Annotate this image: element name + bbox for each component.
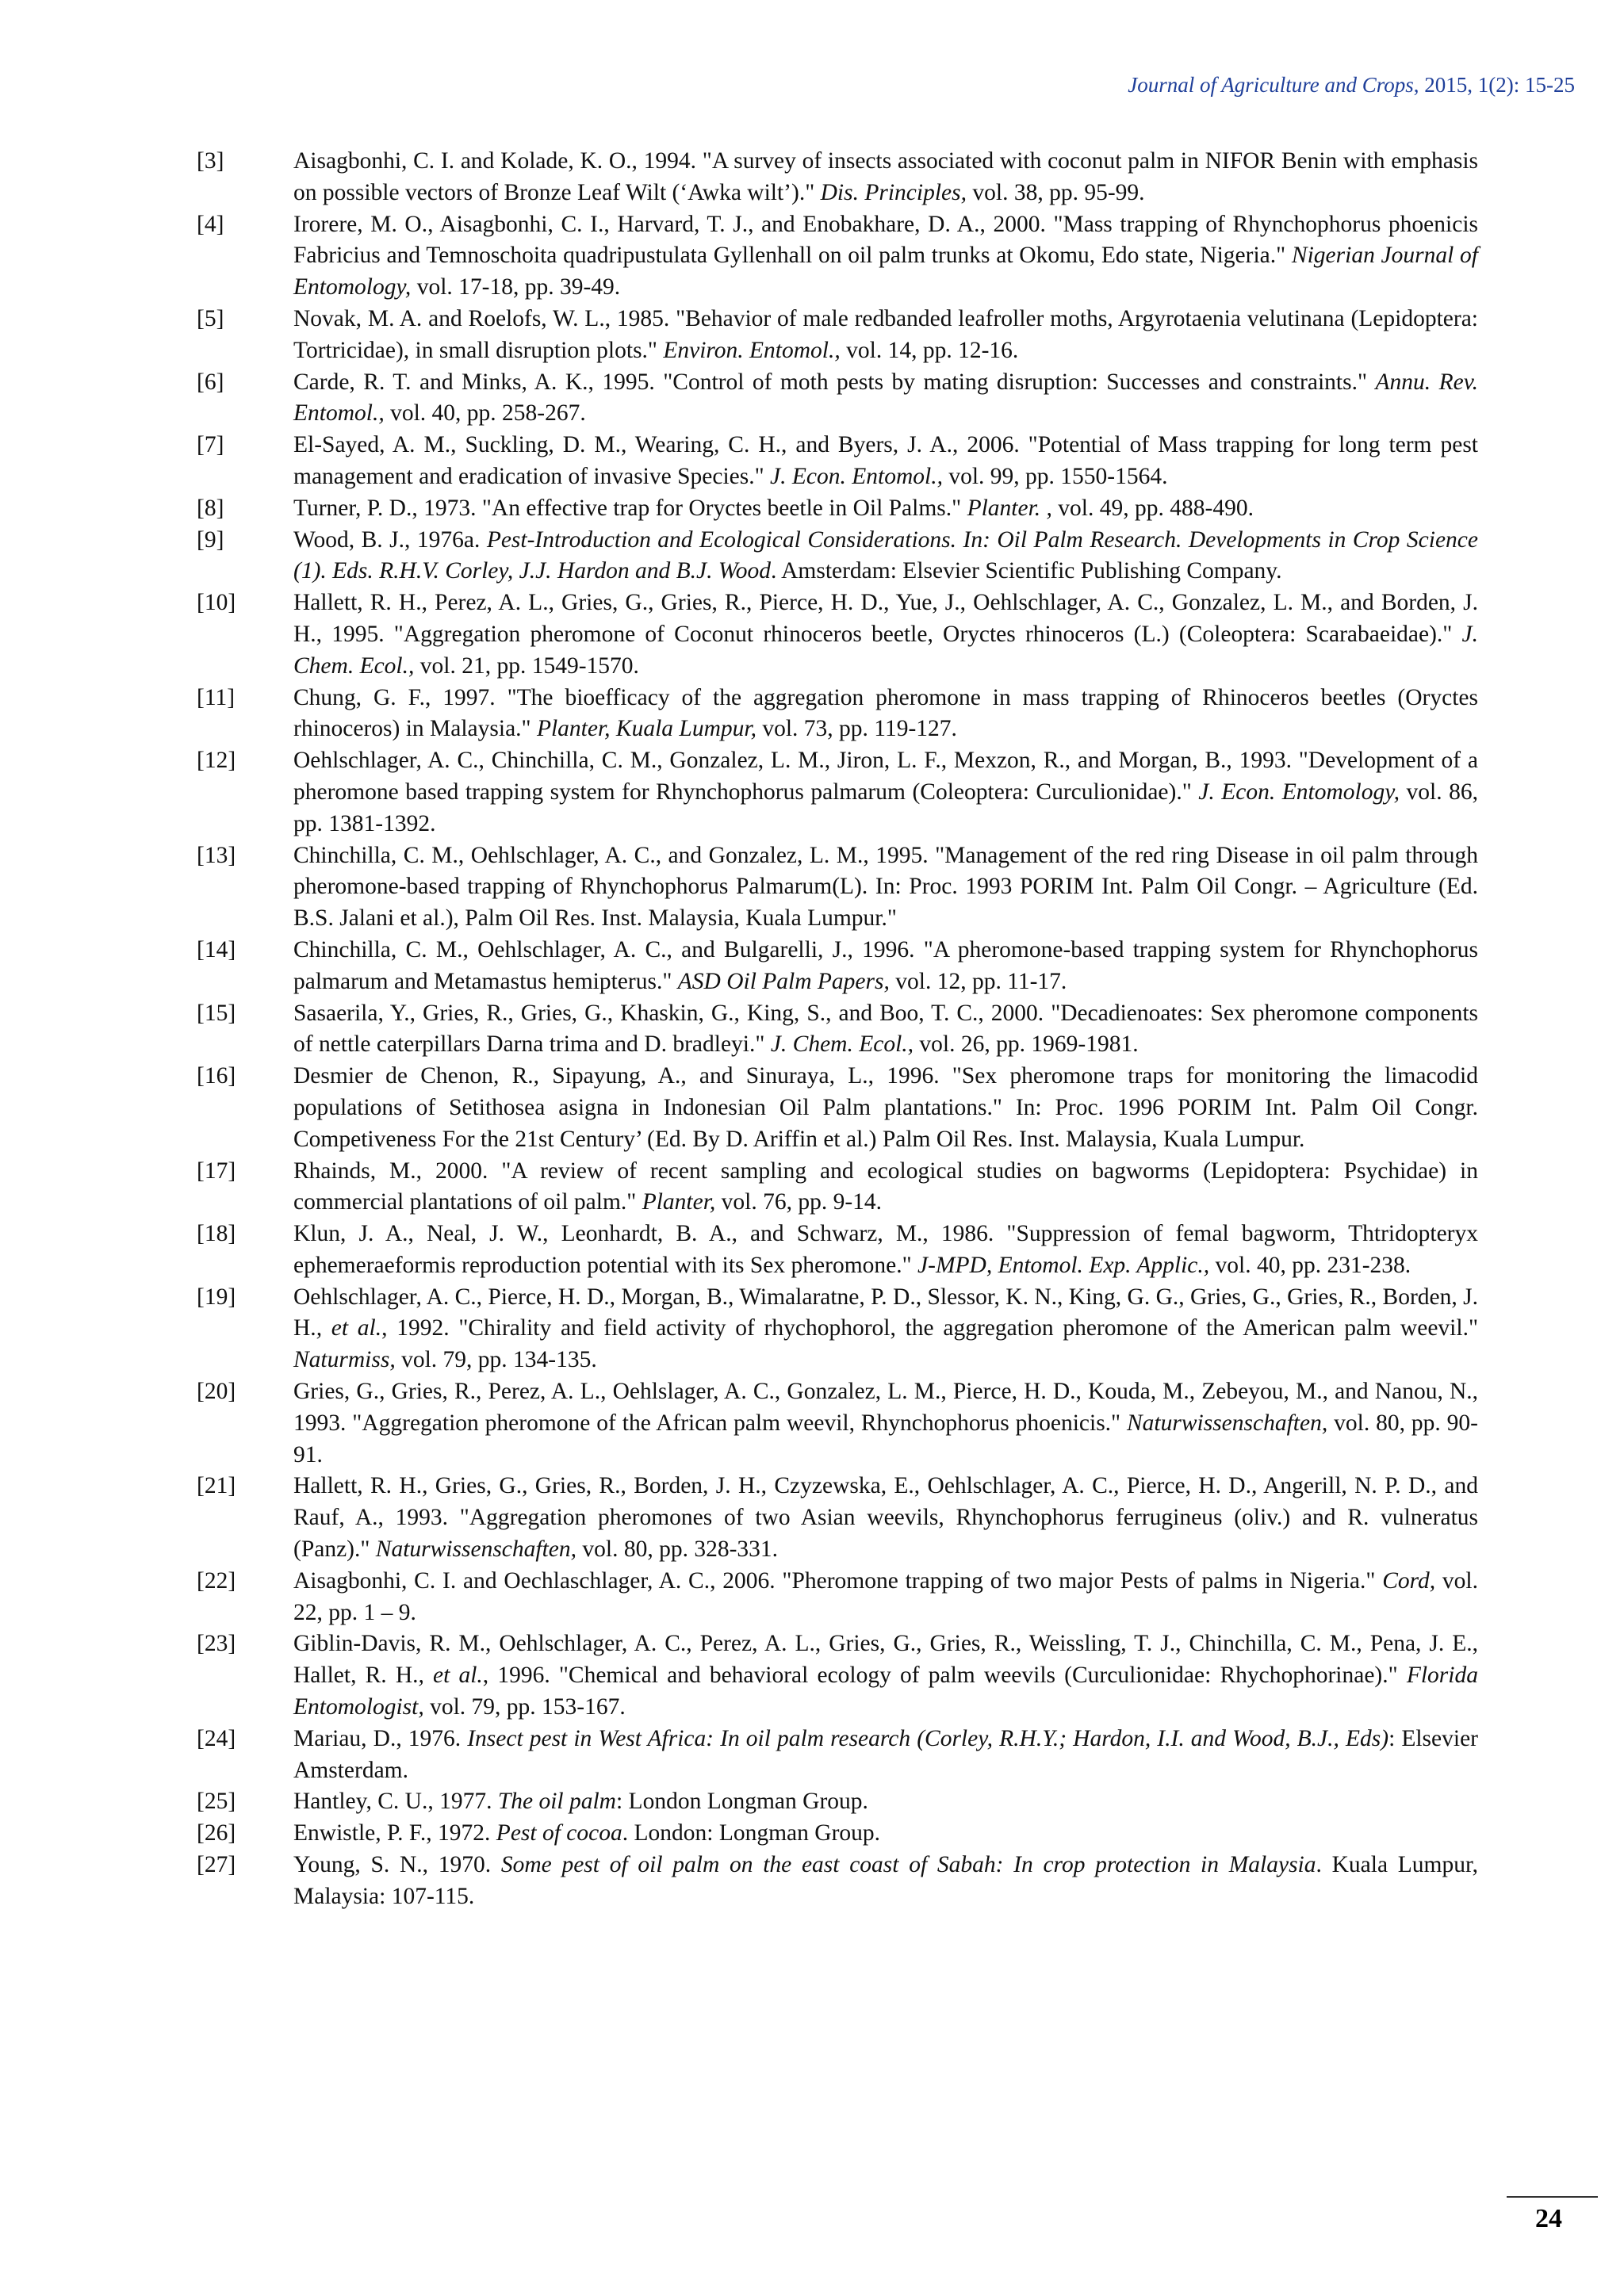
reference-italic-segment: Pest-Introduction and Ecological Considerations. In: Oil Palm Research. Developments in Crop Science (1). Eds. R.H.V. Corley, J.J. Hardon and B.J. Wood [293, 526, 1478, 584]
reference-text [293, 587, 1478, 682]
reference-text [293, 146, 1478, 209]
reference-segment: vol. 26, pp. 1969-1981. [914, 1031, 1139, 1058]
reference-number: [3] [197, 148, 224, 174]
reference-segment: , 1992. "Chirality and field activity of rhychophorol, the aggregation pheromone of the American palm weevil." [381, 1315, 1478, 1341]
reference-segment: Young, S. N., 1970. [293, 1852, 501, 1878]
reference-italic-segment: The oil palm [497, 1789, 616, 1815]
reference-segment: vol. 79, pp. 153-167. [423, 1694, 626, 1720]
reference-text [293, 745, 1478, 840]
reference-text [293, 1786, 1478, 1818]
reference-segment: , 1996. "Chemical and behavioral ecology of palm weevils (Curculionidae: Rhychophorinae)." [482, 1663, 1407, 1689]
reference-italic-segment: , et al. [418, 1663, 483, 1689]
reference-segment: El-Sayed, A. M., Suckling, D. M., Wearing, C. H., and Byers, J. A., 2006. "Potential of Mass trapping for long term pest management and eradication of invasive Species." [293, 432, 1478, 489]
reference-item [197, 304, 1478, 367]
reference-segment: vol. 80, pp. 328-331. [576, 1536, 779, 1563]
reference-text [293, 1219, 1478, 1282]
reference-number: [14] [197, 936, 236, 962]
reference-number: [24] [197, 1725, 236, 1751]
reference-segment: Rhainds, M., 2000. "A review of recent sampling and ecological studies on bagworms (Lepidoptera: Psychidae) in commercial plantations of oil palm." [293, 1158, 1478, 1215]
reference-segment: Sasaerila, Y., Gries, R., Gries, G., Khaskin, G., King, S., and Boo, T. C., 2000. "Decadienoates: Sex pheromone components of nettle caterpillars Darna trima and D. bradleyi." [293, 1000, 1478, 1058]
reference-item [197, 1850, 1478, 1913]
reference-segment: Giblin-Davis, R. M., Oehlschlager, A. C., Perez, A. L., Gries, G., Gries, R., Weissling, T. J., Chinchilla, C. M., Pena, J. E., Hallet, R. H. [293, 1631, 1478, 1689]
reference-text [293, 1628, 1478, 1723]
reference-segment: vol. 86, pp. 1381-1392. [293, 779, 1478, 836]
reference-segment: vol. 40, pp. 258-267. [384, 400, 586, 427]
reference-item [197, 146, 1478, 209]
reference-text [293, 998, 1478, 1062]
reference-item [197, 935, 1478, 998]
reference-segment: vol. 99, pp. 1550-1564. [942, 463, 1168, 489]
reference-number: [15] [197, 1000, 236, 1026]
reference-text [293, 209, 1478, 304]
reference-item [197, 1724, 1478, 1787]
reference-number: [26] [197, 1820, 236, 1846]
reference-text [293, 430, 1478, 493]
reference-text [293, 935, 1478, 998]
reference-segment: Carde, R. T. and Minks, A. K., 1995. "Control of moth pests by mating disruption: Successes and constraints." [293, 369, 1376, 395]
reference-italic-segment: Environ. Entomol., [663, 337, 841, 363]
reference-italic-segment: Pest of cocoa [496, 1820, 622, 1846]
reference-italic-segment: Some pest of oil palm on the east coast of Sabah: In crop protection in Malaysia [500, 1852, 1316, 1878]
reference-segment: vol. 49, pp. 488-490. [1051, 495, 1254, 521]
reference-text [293, 1156, 1478, 1219]
reference-item [197, 998, 1478, 1062]
reference-text [293, 525, 1478, 588]
reference-segment: : Elsevier Amsterdam. [293, 1725, 1478, 1783]
reference-italic-segment: J. Chem. Ecol., [770, 1031, 914, 1058]
reference-segment: Oehlschlager, A. C., Chinchilla, C. M., Gonzalez, L. M., Jiron, L. F., Mexzon, R., and Morgan, B., 1993. "Development of a pheromone based trapping system for Rhynchophorus palmarum (Coleoptera: Curculionidae)." [293, 748, 1478, 805]
reference-segment: vol. 17-18, pp. 39-49. [411, 274, 621, 300]
reference-segment: vol. 73, pp. 119-127. [756, 716, 957, 742]
reference-item [197, 1219, 1478, 1282]
reference-segment: vol. 80, pp. 90-91. [293, 1410, 1478, 1468]
reference-item [197, 525, 1478, 588]
reference-italic-segment: J. Chem. Ecol., [293, 621, 1478, 679]
reference-item [197, 840, 1478, 935]
reference-item [197, 587, 1478, 682]
reference-number: [20] [197, 1379, 236, 1405]
reference-item [197, 1471, 1478, 1565]
reference-segment: vol. 40, pp. 231-238. [1209, 1252, 1411, 1278]
reference-text [293, 1061, 1478, 1155]
reference-item [197, 745, 1478, 840]
reference-segment: Desmier de Chenon, R., Sipayung, A., and Sinuraya, L., 1996. "Sex pheromone traps for monitoring the limacodid populations of Setithosea asigna in Indonesian Oil Palm plantations." In: Proc. 1996 PORIM Int. Palm Oil Congr. Competiveness For the 21st Century’ (Ed. By D. Ariffin et al.) Palm Oil Res. Inst. Malaysia, Kuala Lumpur. [293, 1063, 1478, 1152]
reference-segment: Oehlschlager, A. C., Pierce, H. D., Morgan, B., Wimalaratne, P. D., Slessor, K. N., King, G. G., Gries, G., Gries, R., Borden, J. H. [293, 1284, 1478, 1341]
reference-italic-segment: Cord, [1382, 1567, 1436, 1594]
reference-segment: Chung, G. F., 1997. "The bioefficacy of the aggregation pheromone in mass trapping of Rhinoceros beetles (Oryctes rhinoceros) in Malaysia." [293, 684, 1478, 742]
reference-italic-segment: Naturwissenschaften, [375, 1536, 577, 1563]
reference-item [197, 1282, 1478, 1376]
reference-number: [19] [197, 1284, 236, 1310]
reference-italic-segment: Planter, [642, 1189, 716, 1215]
reference-number: [7] [197, 432, 224, 458]
reference-italic-segment: J. Econ. Entomol., [770, 463, 943, 489]
reference-italic-segment: Dis. Principles, [820, 179, 967, 205]
reference-number: [11] [197, 684, 236, 710]
reference-number: [27] [197, 1852, 236, 1878]
reference-item [197, 1786, 1478, 1818]
reference-segment: Turner, P. D., 1973. "An effective trap for Oryctes beetle in Oil Palms." [293, 495, 967, 521]
reference-segment: vol. 79, pp. 134-135. [395, 1347, 597, 1373]
reference-item [197, 1376, 1478, 1471]
reference-italic-segment: , et al. [316, 1315, 382, 1341]
reference-segment: vol. 38, pp. 95-99. [967, 179, 1145, 205]
reference-number: [5] [197, 305, 224, 331]
reference-text [293, 1471, 1478, 1565]
reference-item [197, 493, 1478, 525]
reference-segment: Mariau, D., 1976. [293, 1725, 468, 1751]
reference-number: [25] [197, 1789, 236, 1815]
reference-number: [9] [197, 526, 224, 553]
reference-list [197, 146, 1478, 1913]
reference-italic-segment: Naturmiss, [293, 1347, 396, 1373]
reference-segment: Chinchilla, C. M., Oehlschlager, A. C., and Gonzalez, L. M., 1995. "Management of the red ring Disease in oil palm through pheromone-based trapping of Rhynchophorus Palmarum(L). In: Proc. 1993 PORIM Int. Palm Oil Congr. – Agriculture (Ed. B.S. Jalani et al.), Palm Oil Res. Inst. Malaysia, Kuala Lumpur." [293, 842, 1478, 932]
reference-item [197, 1628, 1478, 1723]
reference-segment: vol. 12, pp. 11-17. [889, 968, 1067, 994]
reference-number: [13] [197, 842, 236, 868]
journal-running-header [1128, 73, 1575, 98]
reference-text [293, 1850, 1478, 1913]
reference-item [197, 1818, 1478, 1850]
reference-segment: vol. 76, pp. 9-14. [715, 1189, 883, 1215]
journal-name: Journal of Agriculture and Crops [1128, 73, 1414, 97]
reference-number: [17] [197, 1158, 236, 1184]
reference-segment: Hallett, R. H., Gries, G., Gries, R., Borden, J. H., Czyzewska, E., Oehlschlager, A. C., Pierce, H. D., Angerill, N. P. D., and Rauf, A., 1993. "Aggregation pheromones of two Asian weevils, Rhynchophorus ferrugineus (oliv.) and R. vulneratus (Panz)." [293, 1473, 1478, 1563]
reference-segment: vol. 21, pp. 1549-1570. [414, 652, 639, 679]
reference-italic-segment: J. Econ. Entomology, [1198, 779, 1400, 805]
reference-number: [18] [197, 1221, 236, 1247]
reference-number: [10] [197, 590, 236, 616]
reference-segment: Hantley, C. U., 1977. [293, 1789, 498, 1815]
reference-segment: Wood, B. J., 1976a. [293, 526, 487, 553]
reference-text [293, 1566, 1478, 1629]
reference-segment: Klun, J. A., Neal, J. W., Leonhardt, B. A., and Schwarz, M., 1986. "Suppression of femal bagworm, Thtridopteryx ephemeraeformis reproduction potential with its Sex pheromone." [293, 1221, 1478, 1278]
reference-number: [4] [197, 211, 224, 237]
reference-item [197, 209, 1478, 304]
reference-segment: Gries, G., Gries, R., Perez, A. L., Oehlslager, A. C., Gonzalez, L. M., Pierce, H. D., Kouda, M., Zebeyou, M., and Nanou, N., 1993. "Aggregation pheromone of the African palm weevil, Rhynchophorus phoenicis." [293, 1379, 1478, 1436]
reference-segment: Chinchilla, C. M., Oehlschlager, A. C., and Bulgarelli, J., 1996. "A pheromone-based trapping system for Rhynchophorus palmarum and Metamastus hemipterus." [293, 936, 1478, 994]
reference-text [293, 1376, 1478, 1471]
reference-text [293, 840, 1478, 935]
reference-italic-segment: Naturwissenschaften, [1127, 1410, 1328, 1436]
reference-item [197, 1061, 1478, 1155]
reference-segment: Aisagbonhi, C. I. and Oechlaschlager, A. C., 2006. "Pheromone trapping of two major Pests of palms in Nigeria." [293, 1567, 1383, 1594]
reference-segment: vol. 14, pp. 12-16. [840, 337, 1019, 363]
reference-segment: Aisagbonhi, C. I. and Kolade, K. O., 1994. "A survey of insects associated with coconut palm in NIFOR Benin with emphasis on possible vectors of Bronze Leaf Wilt (‘Awka wilt’)." [293, 148, 1478, 205]
reference-number: [21] [197, 1473, 236, 1499]
reference-segment: . Kuala Lumpur, Malaysia: 107-115. [293, 1852, 1479, 1909]
reference-italic-segment: Florida Entomologist, [293, 1663, 1478, 1720]
reference-italic-segment: ASD Oil Palm Papers, [677, 968, 890, 994]
page-number: 24 [1535, 2204, 1562, 2233]
reference-item [197, 1156, 1478, 1219]
reference-text [293, 683, 1478, 746]
reference-number: [8] [197, 495, 224, 521]
reference-text [293, 304, 1478, 367]
reference-italic-segment: Planter. , [967, 495, 1052, 521]
reference-italic-segment: Planter, Kuala Lumpur, [536, 716, 756, 742]
reference-text [293, 493, 1478, 525]
reference-item [197, 1566, 1478, 1629]
reference-italic-segment: Insect pest in West Africa: In oil palm research (Corley, R.H.Y.; Hardon, I.I. and Wood, B.J., Eds) [467, 1725, 1389, 1751]
reference-number: [23] [197, 1631, 236, 1657]
reference-segment: . Amsterdam: Elsevier Scientific Publishing Company. [770, 558, 1282, 584]
reference-italic-segment: J-MPD, Entomol. Exp. Applic., [917, 1252, 1210, 1278]
reference-item [197, 430, 1478, 493]
reference-segment: Novak, M. A. and Roelofs, W. L., 1985. "Behavior of male redbanded leafroller moths, Argyrotaenia velutinana (Lepidoptera: Tortricidae), in small disruption plots." [293, 305, 1478, 363]
reference-text [293, 1724, 1478, 1787]
reference-number: [6] [197, 369, 224, 395]
reference-item [197, 683, 1478, 746]
reference-segment: vol. 22, pp. 1 – 9. [293, 1567, 1478, 1625]
reference-item [197, 367, 1478, 430]
journal-citation: , 2015, 1(2): 15-25 [1413, 73, 1575, 97]
reference-number: [16] [197, 1063, 236, 1089]
reference-number: [12] [197, 748, 236, 774]
footer-divider [1507, 2196, 1598, 2198]
reference-italic-segment: Annu. Rev. Entomol., [293, 369, 1478, 427]
reference-text [293, 1818, 1478, 1850]
reference-segment: . London: Longman Group. [622, 1820, 881, 1846]
reference-segment: Enwistle, P. F., 1972. [293, 1820, 496, 1846]
reference-number: [22] [197, 1567, 236, 1594]
reference-segment: : London Longman Group. [615, 1789, 868, 1815]
reference-italic-segment: Nigerian Journal of Entomology, [293, 243, 1478, 300]
reference-segment: Irorere, M. O., Aisagbonhi, C. I., Harvard, T. J., and Enobakhare, D. A., 2000. "Mass trapping of Rhynchophorus phoenicis Fabricius and Temnoschoita quadripustulata Gyllenhall on oil palm trunks at Okomu, Edo state, Nigeria." [293, 211, 1478, 269]
reference-text [293, 367, 1478, 430]
reference-segment: Hallett, R. H., Perez, A. L., Gries, G., Gries, R., Pierce, H. D., Yue, J., Oehlschlager, A. C., Gonzalez, L. M., and Borden, J. H., 1995. "Aggregation pheromone of Coconut rhinoceros beetle, Oryctes rhinoceros (L.) (Coleoptera: Scarabaeidae)." [293, 590, 1478, 647]
reference-text [293, 1282, 1478, 1376]
